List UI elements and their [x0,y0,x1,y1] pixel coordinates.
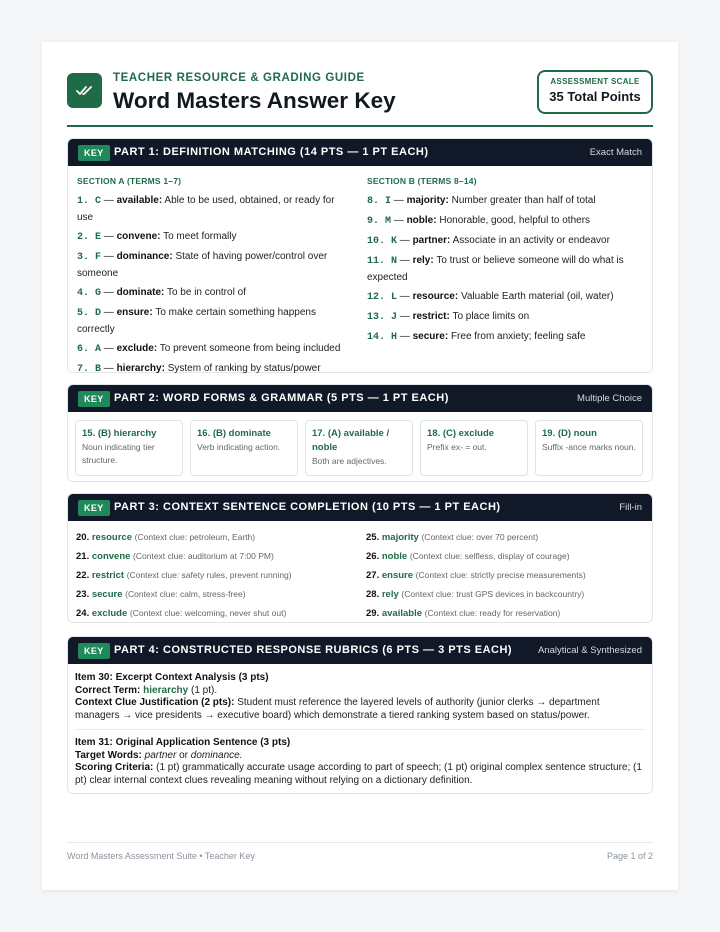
context-clue: (Context clue: ready for reservation) [424,608,561,618]
context-clue: (Context clue: calm, stress-free) [125,589,246,599]
term-word: rely: [412,255,434,266]
term-definition: To make certain something happens correctly [77,307,316,335]
answer-number: 29. [366,608,380,619]
correct-term-word: hierarchy [143,684,189,696]
target-words-or: or [179,749,189,761]
answer-word: exclude [91,608,128,619]
definition-item: 8. I — majority: Number greater than half of total [367,195,596,207]
term-definition: Free from anxiety; feeling safe [450,331,586,342]
item-divider [75,729,645,730]
answer-row [366,588,651,601]
answer-letter: 9. M [367,216,392,227]
context-clue: (Context clue: petroleum, Earth) [134,532,256,542]
answer-row [366,531,651,544]
answer-number: 28. [366,589,380,600]
card-answer: 17. (A) available / noble [312,428,390,453]
definition-item: 7. B — hierarchy: System of ranking by status/power [77,363,321,375]
part1-header [68,139,652,166]
term-word: hierarchy: [116,363,165,374]
answer-row [76,531,361,544]
definition-item: 5. D — ensure: To make certain something happens correctly [77,307,316,335]
part2-tag: Multiple Choice [577,393,642,404]
double-check-icon [76,83,93,97]
answer-row [366,550,651,563]
part2-title: PART 2: WORD FORMS & GRAMMAR (5 PTS — 1 PT EACH) [114,392,449,404]
item31-heading: Item 31: Original Application Sentence (3 pts) [75,737,291,748]
answer-number: 26. [366,551,380,562]
answer-word: convene [91,551,131,562]
answer-letter: 11. N [367,256,398,267]
key-badge: KEY [78,391,110,407]
target-words-label: Target Words: [75,749,142,761]
definition-item: 12. L — resource: Valuable Earth material (oil, water) [367,291,614,303]
term-definition: Valuable Earth material (oil, water) [460,291,614,302]
header-divider [67,125,653,127]
correct-term-label: Correct Term: [75,684,141,696]
answer-word: restrict [91,570,125,581]
term-word: resource: [412,291,459,302]
part4-tag: Analytical & Synthesized [537,645,642,656]
answer-letter: 7. B [77,364,102,375]
card-explanation: Suffix -ance marks noun. [542,442,636,452]
term-definition: State of having power/control over someone [77,251,328,279]
card-explanation: Both are adjectives. [312,456,387,466]
definition-item: 3. F — dominance: State of having power/control over someone [77,251,328,279]
page-title: Word Masters Answer Key [113,88,396,113]
section-a [77,176,351,381]
answer-number: 25. [366,532,380,543]
scale-value: 35 Total Points [549,89,641,104]
term-definition: To place limits on [452,311,530,322]
justification-label: Context Clue Justification (2 pts): [75,697,235,708]
page-footer [67,842,653,861]
card-answer: 16. (B) dominate [197,428,271,439]
answer-row [366,607,651,620]
context-clue: (Context clue: selfless, display of courage) [409,551,570,561]
part3-tag: Fill-in [619,502,642,513]
answer-card [190,420,298,476]
card-explanation: Prefix ex- = out. [427,442,487,452]
context-clue: (Context clue: over 70 percent) [421,532,539,542]
card-explanation: Verb indicating action. [197,442,281,452]
term-definition: Able to be used, obtained, or ready for use [77,195,335,223]
document-eyebrow: TEACHER RESOURCE & GRADING GUIDE [113,72,365,84]
answer-row [76,588,361,601]
term-definition: System of ranking by status/power [167,363,321,374]
item31-rubric [75,737,645,787]
part3-section [67,493,653,623]
context-clue: (Context clue: welcoming, never shut out) [129,608,287,618]
term-definition: To trust or believe someone will do what is expected [367,255,624,283]
card-answer: 18. (C) exclude [427,428,495,439]
item30-heading: Item 30: Excerpt Context Analysis (3 pts) [75,672,269,683]
answer-row [76,569,361,582]
context-clue: (Context clue: auditorium at 7:00 PM) [133,551,274,561]
answer-letter: 6. A [77,344,102,355]
definition-item: 9. M — noble: Honorable, good, helpful to others [367,215,591,227]
part2-header [68,385,652,412]
definition-item: 4. G — dominate: To be in control of [77,287,246,299]
definition-item: 14. H — secure: Free from anxiety; feeling safe [367,331,586,343]
part1-tag: Exact Match [589,147,642,158]
answer-row [366,569,651,582]
answer-word: noble [381,551,408,562]
assessment-scale-box [537,70,653,114]
footer-left-text: Word Masters Assessment Suite • Teacher Key [67,851,255,861]
answer-letter: 4. G [77,288,102,299]
part3-title: PART 3: CONTEXT SENTENCE COMPLETION (10 PTS — 1 PT EACH) [114,501,501,513]
answer-word: resource [91,532,132,543]
answer-word: available [381,608,422,619]
card-answer: 19. (D) noun [542,428,597,439]
answer-number: 22. [76,570,90,581]
section-b [367,176,641,349]
answer-key-page [42,42,678,890]
answer-letter: 10. K [367,236,398,247]
term-word: dominance: [116,251,173,262]
part3-left-answers [76,531,361,626]
context-clue: (Context clue: strictly precise measurements) [415,570,586,580]
answer-number: 21. [76,551,90,562]
term-definition: Honorable, good, helpful to others [439,215,591,226]
part1-section [67,138,653,373]
page-number: Page 1 of 2 [606,851,653,861]
part4-title: PART 4: CONSTRUCTED RESPONSE RUBRICS (6 PTS — 3 PTS EACH) [114,644,513,656]
part1-title: PART 1: DEFINITION MATCHING (14 PTS — 1 PT EACH) [114,146,429,158]
answer-letter: 5. D [77,308,102,319]
term-word: noble: [406,215,437,226]
answer-card [305,420,413,476]
card-answer: 15. (B) hierarchy [82,428,157,439]
answer-row [76,550,361,563]
answer-letter: 1. C [77,196,102,207]
answer-letter: 2. E [77,232,102,243]
key-badge: KEY [78,643,110,659]
card-explanation: Noun indicating tier structure. [82,442,155,465]
section-b-heading: SECTION B (TERMS 8–14) [367,176,477,186]
term-word: available: [116,195,163,206]
term-definition: Number greater than half of total [451,195,596,206]
scoring-criteria-label: Scoring Criteria: [75,762,154,773]
definition-item: 6. A — exclude: To prevent someone from being included [77,343,341,355]
context-clue: (Context clue: trust GPS devices in backcountry) [401,589,585,599]
term-word: exclude: [116,343,158,354]
scoring-criteria-text: (1 pt) grammatically accurate usage according to part of speech; (1 pt) original complex sentence structure; (1 pt) clear internal context clues revealing meaning without relying on a dictionary definition. [75,762,642,786]
document-header [67,70,653,127]
part3-header [68,494,652,521]
justification-text: Student must reference the layered levels of authority (junior clerks → department managers → vice presidents → executive board) which demonstrate a tiered ranking system based on status/power. [75,697,600,721]
answer-word: majority [381,532,419,543]
target-word-1: partner [144,749,177,761]
part4-header [68,637,652,664]
answer-letter: 3. F [77,252,102,263]
term-word: dominate: [116,287,165,298]
term-word: ensure: [116,307,153,318]
item30-rubric [75,672,645,722]
correct-term-points: (1 pt). [190,684,218,696]
answer-card [420,420,528,476]
key-badge: KEY [78,500,110,516]
answer-number: 23. [76,589,90,600]
answer-word: ensure [381,570,414,581]
answer-number: 24. [76,608,90,619]
answer-letter: 12. L [367,292,398,303]
part3-right-answers [366,531,651,626]
answer-word: secure [91,589,123,600]
term-definition: Associate in an activity or endeavor [452,235,610,246]
answer-letter: 8. I [367,196,392,207]
answer-number: 27. [366,570,380,581]
answer-card [75,420,183,476]
target-word-2: dominance. [190,749,243,761]
answer-word: rely [381,589,399,600]
definition-item: 13. J — restrict: To place limits on [367,311,530,323]
term-word: majority: [406,195,449,206]
key-badge: KEY [78,145,110,161]
term-definition: To prevent someone from being included [159,343,341,354]
answer-letter: 14. H [367,332,398,343]
term-word: convene: [116,231,161,242]
answer-number: 20. [76,532,90,543]
part4-section [67,636,653,794]
term-word: secure: [412,331,449,342]
definition-item: 11. N — rely: To trust or believe someone will do what is expected [367,255,624,283]
answer-letter: 13. J [367,312,398,323]
scale-label: ASSESSMENT SCALE [550,77,640,86]
term-word: restrict: [412,311,450,322]
term-word: partner: [412,235,451,246]
logo [67,73,102,108]
definition-item: 2. E — convene: To meet formally [77,231,237,243]
term-definition: To meet formally [163,231,237,242]
part2-section [67,384,653,482]
section-a-heading: SECTION A (TERMS 1–7) [77,176,182,186]
context-clue: (Context clue: safety rules, prevent running) [126,570,292,580]
answer-card [535,420,643,476]
definition-item: 10. K — partner: Associate in an activity or endeavor [367,235,610,247]
term-definition: To be in control of [166,287,246,298]
definition-item: 1. C — available: Able to be used, obtained, or ready for use [77,195,335,223]
answer-row [76,607,361,620]
